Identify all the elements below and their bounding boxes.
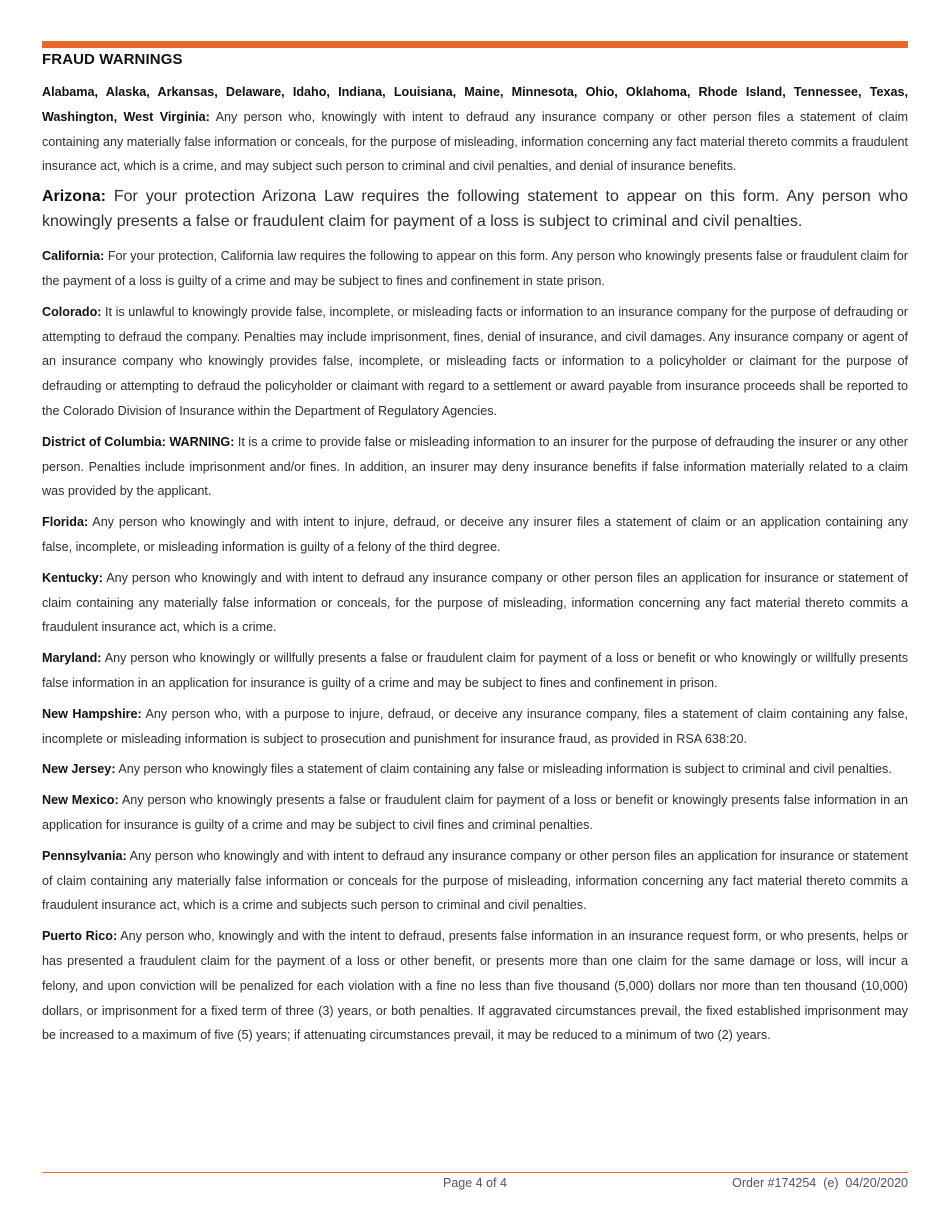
state-label: Puerto Rico: — [42, 929, 118, 944]
warning-arizona — [42, 185, 908, 234]
warning-text: For your protection Arizona Law requires the following statement to appear on this form. Any person who knowingly presents a false or fraudulent claim for payment of a loss is subject to criminal and civil penalties. — [42, 188, 908, 230]
page-number: Page 4 of 4 — [443, 1176, 507, 1190]
warning-text: It is a crime to provide false or misleading information to an insurer for the purpose of defrauding the insurer or any other person. Penalties include imprisonment and/or fines. In addition, an insurer may deny insurance benefits if false information materially related to a claim was provided by the applicant. — [42, 434, 908, 499]
state-label: Alabama, Alaska, Arkansas, Delaware, Idaho, Indiana, Louisiana, Maine, Minnesota, Ohio, Oklahoma, Rhode Island, Tennessee, Texas, Washington, West Virginia: — [42, 85, 908, 124]
warning-alabama-group — [42, 80, 908, 179]
state-label: Pennsylvania: — [42, 848, 127, 863]
state-label: California: — [42, 249, 105, 264]
warning-text: Any person who knowingly and with intent to defraud any insurance company or other person files an application for insurance or statement of claim containing any materially false information or conceals, for the purpose of misleading, information concerning any fact material thereto commits a fraudulent insurance act, which is a crime. — [42, 570, 908, 635]
header-accent-bar — [42, 41, 908, 48]
warning-text: Any person who knowingly files a statement of claim containing any false or misleading information is subject to criminal and civil penalties. — [115, 762, 892, 777]
state-label: Colorado: — [42, 304, 102, 319]
warning-new-mexico — [42, 788, 908, 838]
warning-kentucky — [42, 566, 908, 640]
state-label: New Mexico: — [42, 793, 119, 808]
state-label: Florida: — [42, 515, 89, 530]
warning-puerto-rico — [42, 924, 908, 1048]
warning-maryland — [42, 646, 908, 696]
warning-text: For your protection, California law requires the following to appear on this form. Any person who knowingly presents false or fraudulent claim for the payment of a loss is guilty of a crime and may be subject to fines and confinement in state prison. — [42, 249, 908, 288]
warning-new-jersey — [42, 757, 908, 782]
warning-colorado — [42, 300, 908, 424]
fraud-warnings-body — [42, 80, 908, 1054]
warning-california — [42, 244, 908, 294]
order-info: Order #174254 (e) 04/20/2020 — [732, 1176, 908, 1190]
warning-text: Any person who, with a purpose to injure, defraud, or deceive any insurance company, files a statement of claim containing any false, incomplete or misleading information is subject to prosecution and punishment for insurance fraud, as provided in RSA 638:20. — [42, 706, 908, 746]
state-label: New Hampshire: — [42, 706, 142, 721]
warning-district-of-columbia — [42, 430, 908, 504]
warning-florida — [42, 510, 908, 560]
warning-text: It is unlawful to knowingly provide false, incomplete, or misleading facts or information to an insurance company for the purpose of defrauding or attempting to defraud the company. Penalties may include imprisonment, fines, denial of insurance, and civil damages. Any insurance company or agent of an insurance company who knowingly provides false, incomplete, or misleading facts or information to a policyholder or claimant for the purpose of defrauding or attempting to defraud the policyholder or claimant with regard to a settlement or award payable from insurance proceeds shall be reported to the Colorado Division of Insurance within the Department of Regulatory Agencies. — [42, 304, 908, 418]
warning-text: Any person who knowingly and with intent to injure, defraud, or deceive any insurer files a statement of claim or an application containing any false, incomplete, or misleading information is guilty of a felony of the third degree. — [42, 515, 908, 554]
state-label: Maryland: — [42, 651, 102, 666]
state-label: Kentucky: — [42, 570, 103, 585]
warning-text: Any person who knowingly and with intent to defraud any insurance company or other person files an application for insurance or statement of claim containing any materially false information or conceals for the purpose of misleading, information concerning any fact material thereto commits a fraudulent insurance act, which is a crime and subjects such person to criminal and civil penalties. — [42, 848, 908, 913]
state-label: District of Columbia: WARNING: — [42, 434, 235, 449]
page-title: FRAUD WARNINGS — [42, 51, 183, 68]
warning-text: Any person who knowingly presents a false or fraudulent claim for payment of a loss or benefit or knowingly presents false information in an application for insurance is guilty of a crime and may be subject to civil fines and criminal penalties. — [42, 793, 908, 832]
footer-divider — [42, 1172, 908, 1173]
warning-text: Any person who, knowingly and with the intent to defraud, presents false information in an insurance request form, or who presents, helps or has presented a fraudulent claim for the payment of a loss or other benefit, or presents more than one claim for the same damage or loss, will incur a felony, and upon conviction will be penalized for each violation with a fine no less than five thousand (5,000) dollars nor more than ten thousand (10,000) dollars, or imprisonment for a fixed term of three (3) years, or both penalties. If aggravated circumstances prevail, the fixed established imprisonment may be increased to a maximum of five (5) years; if attenuating circumstances prevail, it may be reduced to a minimum of two (2) years. — [42, 929, 909, 1043]
state-label: New Jersey: — [42, 762, 116, 777]
warning-pennsylvania — [42, 844, 908, 918]
state-label: Arizona: — [42, 188, 106, 206]
warning-new-hampshire — [42, 702, 908, 752]
warning-text: Any person who knowingly or willfully presents a false or fraudulent claim for payment of a loss or benefit or who knowingly or willfully presents false information in an application for insurance is guilty of a crime and may be subject to fines and confinement in prison. — [42, 651, 908, 690]
warning-text: Any person who, knowingly with intent to defraud any insurance company or other person files a statement of claim containing any materially false information or conceals, for the purpose of misleading, information concerning any fact material thereto commits a fraudulent insurance act, which is a crime, and may subject such person to criminal and civil penalties, and denial of insurance benefits. — [42, 109, 908, 174]
